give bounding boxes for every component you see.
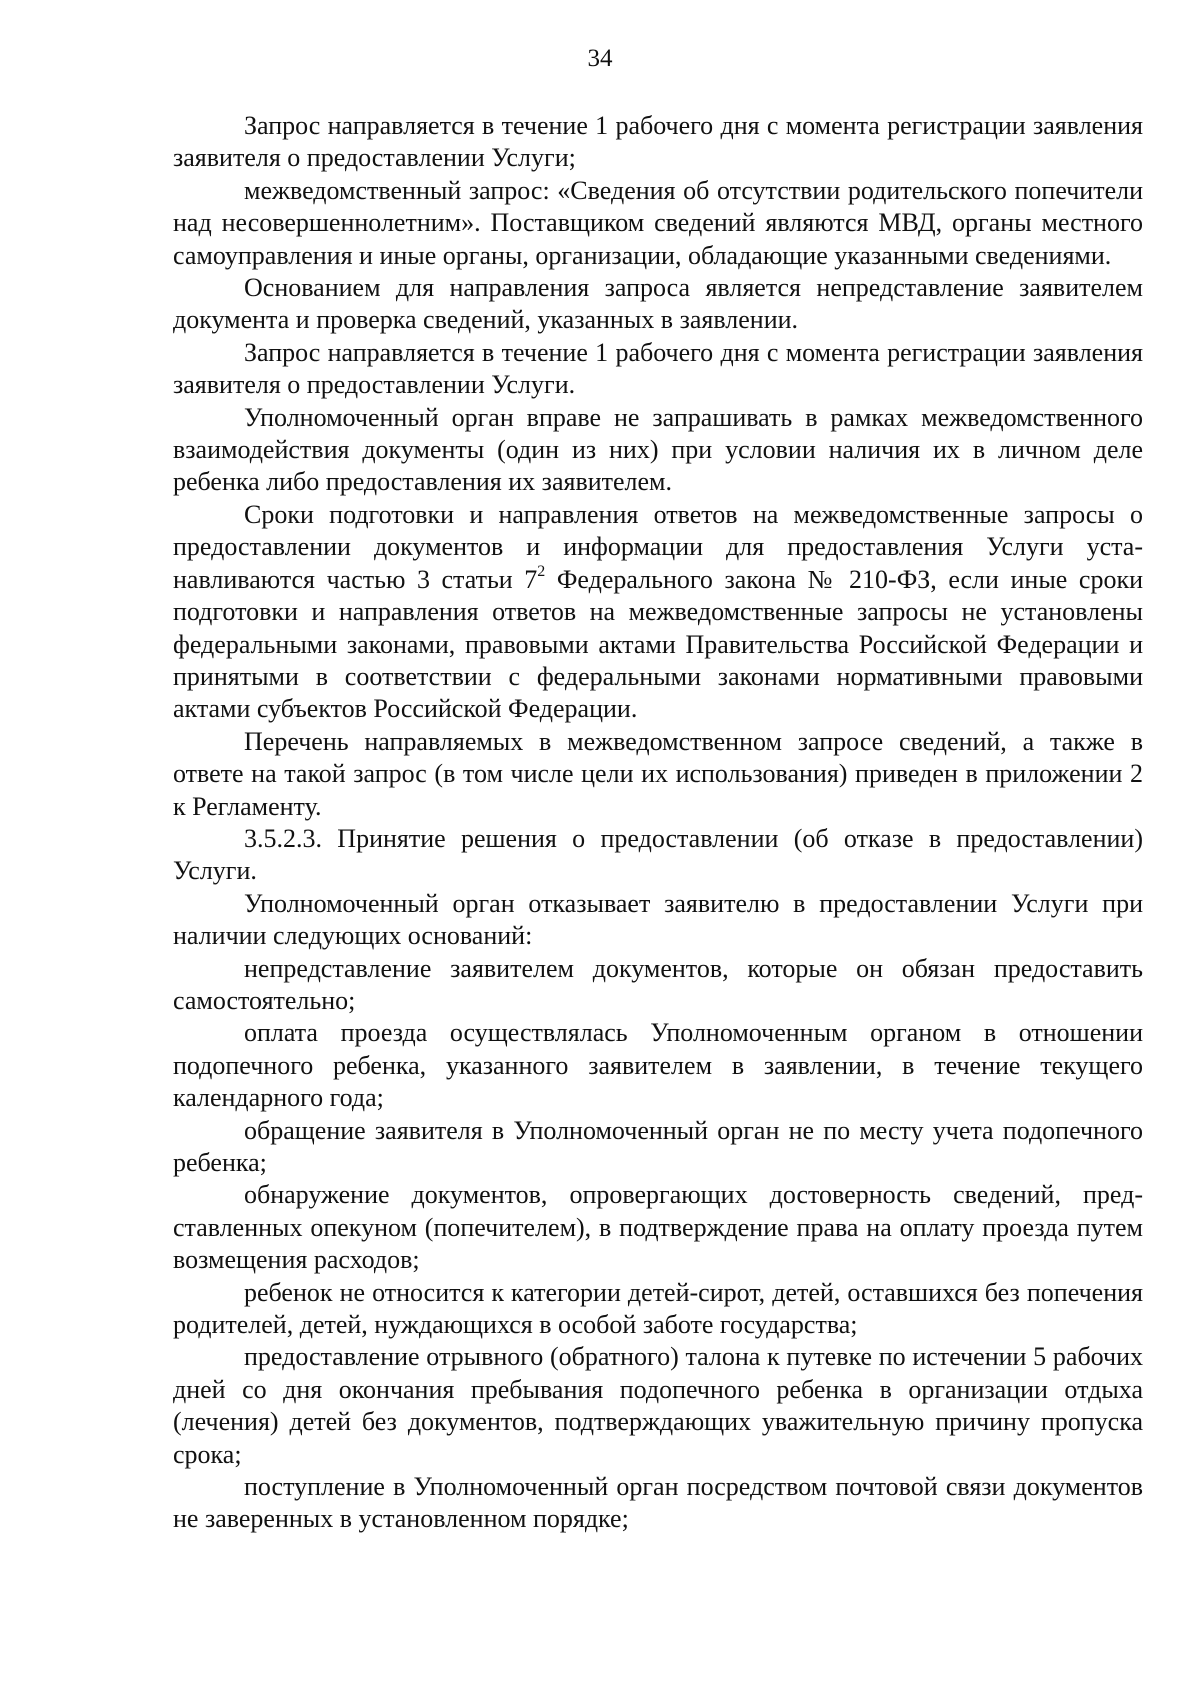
paragraph-request-deadline-2: Запрос направляется в течение 1 рабочего дня с момента регистрации заявления заявителя о предоставлении Услуги. <box>173 337 1143 400</box>
paragraph-authority-right: Уполномоченный орган вправе не запрашивать в рамках межведомственного взаимодействия документы (один из них) при условии наличия их в личном деле ребенка либо предоставления их заявителем. <box>173 402 1143 497</box>
paragraph-refusal-ground-1: непредставление заявителем документов, которые он обязан предоставить самостоятельно; <box>173 953 1143 1015</box>
paragraph-refusal-ground-6: предоставление отрывного (обратного) талона к путевке по истечении 5 рабочих дней со дня окончания пребывания подопечного ребенка в организации отдыха (лечения) детей без документов, подтверждающих уважительную причину пропуска срока; <box>173 1342 1143 1469</box>
paragraph-refusal-ground-3: обращение заявителя в Уполномоченный орган не по месту учета подопечного ребенка; <box>173 1115 1143 1177</box>
response-terms-text-before: Сроки подготовки и направления ответов на межведомственные запросы о предоставлении документов и информации для предоставления Услуги устанавливаются частью 3 статьи 7 <box>173 499 1143 594</box>
paragraph-refusal-ground-5: ребенок не относится к категории детей-сирот, детей, оставшихся без попечения родителей, детей, нуждающихся в особой заботе государства; <box>173 1277 1143 1340</box>
paragraph-section-heading: 3.5.2.3. Принятие решения о предоставлении (об отказе в предоставлении) Услуги. <box>173 823 1143 886</box>
paragraph-list-of-information: Перечень направляемых в межведомственном запросе сведений, а также в ответе на такой запрос (в том числе цели их использования) приведен в приложении 2 к Регламенту. <box>173 726 1143 821</box>
page-number: 34 <box>587 45 613 72</box>
paragraph-request-deadline-1: Запрос направляется в течение 1 рабочего дня с момента регистрации заявления заявителя о предоставлении Услуги; <box>173 111 1143 173</box>
paragraph-request-basis: Основанием для направления запроса является непредставление заявителем документа и проверка сведений, указанных в заявлении. <box>173 273 1143 335</box>
paragraph-refusal-ground-7: поступление в Уполномоченный орган посредством почтовой связи документов не заверенных в установленном порядке; <box>173 1472 1143 1534</box>
paragraph-refusal-intro: Уполномоченный орган отказывает заявителю в предоставлении Услуги при наличии следующих оснований: <box>173 888 1143 951</box>
response-terms-text-after: Федерального закона № 210-ФЗ, если иные сроки подготовки и направления ответов на межведомственные запросы не установлены федеральными законами, правовыми актами Правительства Российской Федерации и принятыми в соответствии с федеральными законами нормативными правовыми актами субъектов Российской Федерации. <box>173 564 1144 724</box>
document-body <box>173 110 1143 1536</box>
paragraph-response-terms <box>173 499 1143 726</box>
paragraph-refusal-ground-2: оплата проезда осуществлялась Уполномоченным органом в отношении подопечного ребенка, указанного заявителем в заявлении, в течение текущего календарного года; <box>173 1018 1143 1113</box>
paragraph-interagency-request: межведомственный запрос: «Сведения об отсутствии родительского попечители над несовершеннолетним». Поставщиком сведений являются МВД, органы местного самоуправления и иные органы, организации, обладающие указанными сведениями. <box>173 175 1143 270</box>
paragraph-refusal-ground-4: обнаружение документов, опровергающих достоверность сведений, представленных опекуном (попечителем), в подтверждение права на оплату проезда путем возмещения расходов; <box>173 1180 1143 1275</box>
article-superscript: 2 <box>537 563 546 581</box>
